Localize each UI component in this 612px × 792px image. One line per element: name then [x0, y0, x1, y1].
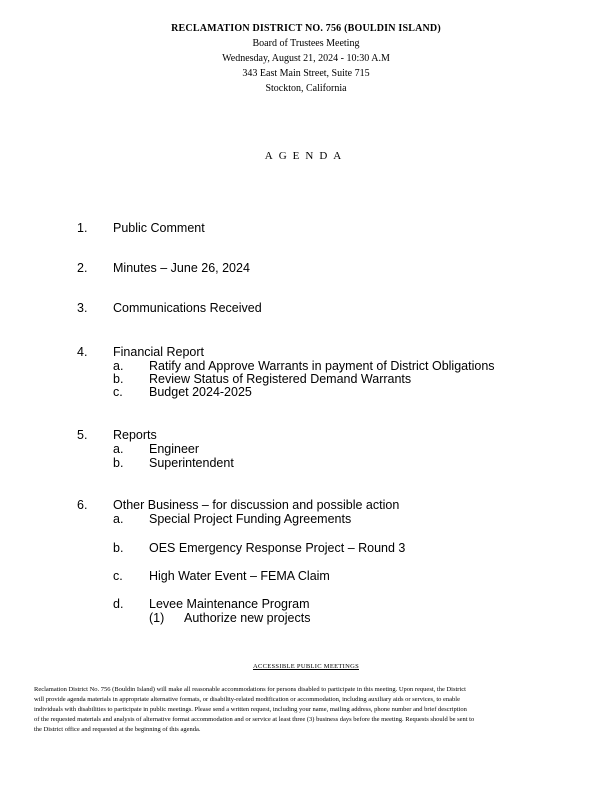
- item-number: 4.: [77, 345, 88, 359]
- item-number: 5.: [77, 428, 88, 442]
- subitem-letter: a.: [113, 359, 124, 373]
- meeting-city: Stockton, California: [265, 83, 347, 94]
- meeting-address: 343 East Main Street, Suite 715: [242, 68, 370, 79]
- subitem-text: Budget 2024-2025: [149, 385, 252, 399]
- subitem-text: Review Status of Registered Demand Warrants: [149, 372, 412, 386]
- notice-line: will provide agenda materials in appropriate alternative formats, or disability-related modification or accommodation, including auxiliary aids or services, to enable: [34, 696, 460, 703]
- item-number: 2.: [77, 261, 88, 275]
- item-title: Communications Received: [113, 301, 262, 315]
- meeting-type: Board of Trustees Meeting: [252, 38, 360, 49]
- subitem-letter: c.: [113, 569, 123, 583]
- item-number: 3.: [77, 301, 88, 315]
- item-title: Public Comment: [113, 221, 205, 235]
- item-number: 1.: [77, 221, 88, 235]
- subitem-text: High Water Event – FEMA Claim: [149, 569, 330, 583]
- district-name: RECLAMATION DISTRICT NO. 756 (BOULDIN ISLAND): [171, 23, 441, 34]
- item-title: Other Business – for discussion and possible action: [113, 498, 400, 512]
- subitem-text: Levee Maintenance Program: [149, 597, 310, 611]
- accessibility-heading: ACCESSIBLE PUBLIC MEETINGS: [252, 663, 360, 670]
- subitem-text: Engineer: [149, 442, 200, 456]
- subitem-letter: b.: [113, 372, 124, 386]
- subitem-text: OES Emergency Response Project – Round 3: [149, 541, 406, 555]
- subsubitem-label: (1): [149, 611, 165, 625]
- subitem-text: Superintendent: [149, 456, 234, 470]
- item-number: 6.: [77, 498, 88, 512]
- notice-line: the District office and requested at the beginning of this agenda.: [34, 726, 201, 733]
- item-title: Minutes – June 26, 2024: [113, 261, 250, 275]
- subitem-letter: b.: [113, 541, 124, 555]
- notice-line: of the requested materials and analysis of alternative format accommodation and or service at least three (3) business days before the meeting. Requests should be sent to: [34, 716, 475, 723]
- item-title: Reports: [113, 428, 157, 442]
- accessibility-notice: [34, 685, 612, 735]
- subitem-letter: d.: [113, 597, 124, 611]
- meeting-datetime: Wednesday, August 21, 2024 - 10:30 A.M: [222, 53, 390, 64]
- notice-line: individuals with disabilities to participate in public meetings. Please send a written request, including your name, mailing address, phone number and brief description: [34, 706, 467, 713]
- subitem-letter: a.: [113, 442, 124, 456]
- subsubitem-text: Authorize new projects: [184, 611, 311, 625]
- subitem-letter: b.: [113, 456, 124, 470]
- subitem-text: Special Project Funding Agreements: [149, 512, 352, 526]
- agenda-title: AGENDA: [264, 150, 348, 162]
- notice-line: Reclamation District No. 756 (Bouldin Island) will make all reasonable accommodations for persons disabled to participate in this meeting. Upon request, the District: [34, 686, 466, 693]
- subitem-letter: c.: [113, 385, 123, 399]
- document-header: [0, 22, 612, 96]
- subitem-letter: a.: [113, 512, 124, 526]
- item-title: Financial Report: [113, 345, 205, 359]
- subitem-text: Ratify and Approve Warrants in payment of District Obligations: [149, 359, 495, 373]
